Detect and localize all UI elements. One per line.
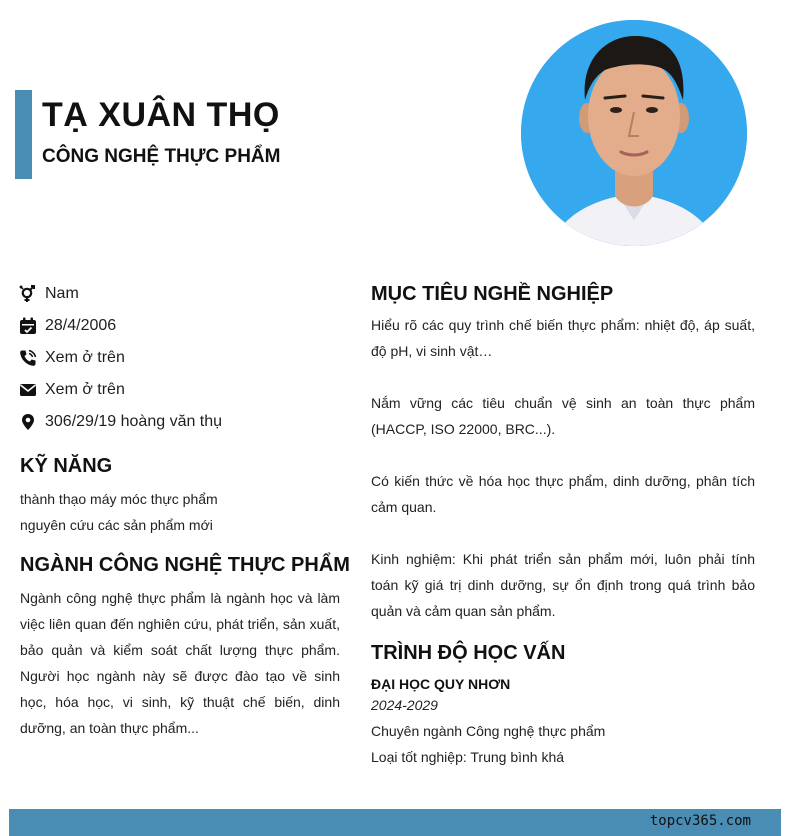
education-title: TRÌNH ĐỘ HỌC VẤN xyxy=(371,642,566,664)
skills-title: KỸ NĂNG xyxy=(20,455,113,477)
contact-gender xyxy=(19,278,222,310)
industry-text: Ngành công nghệ thực phẩm là ngành học và làm việc liên quan đến nghiên cứu, phát triển, sản xuất, bảo quản và kiểm soát chất lượng thực phẩm. Người học ngành này sẽ được đào tạo về sinh học, hóa học, vi sinh, kỹ thuật chế biến, dinh dưỡng, an toàn thực phẩm... xyxy=(20,590,340,736)
avatar xyxy=(521,20,747,246)
objective-paragraph: Kinh nghiệm: Khi phát triển sản phẩm mới, luôn phải tính toán kỹ giá trị dinh dưỡng, sự ổn định trong quá trình bảo quản và cảm quan sản phẩm. xyxy=(371,551,755,619)
location-icon xyxy=(19,413,37,431)
contact-phone xyxy=(19,342,222,374)
contact-email-text: Xem ở trên xyxy=(45,381,125,398)
objective-title: MỤC TIÊU NGHỀ NGHIỆP xyxy=(371,283,614,305)
contact-address xyxy=(19,406,222,438)
calendar-icon xyxy=(19,317,37,335)
education-major: Chuyên ngành Công nghệ thực phẩm xyxy=(371,723,606,739)
contact-birthday xyxy=(19,310,222,342)
objective-paragraph: Nắm vững các tiêu chuẩn vệ sinh an toàn thực phẩm (HACCP, ISO 22000, BRC...). xyxy=(371,395,755,437)
industry-section xyxy=(20,585,340,741)
contact-list xyxy=(19,278,222,438)
email-icon xyxy=(19,381,37,399)
candidate-name: TẠ XUÂN THỌ xyxy=(42,96,280,134)
education-grade: Loại tốt nghiệp: Trung bình khá xyxy=(371,749,565,765)
footer-site: topcv365.com xyxy=(649,813,751,829)
education-section xyxy=(371,674,755,770)
contact-email xyxy=(19,374,222,406)
industry-title: NGÀNH CÔNG NGHỆ THỰC PHẨM xyxy=(20,554,350,576)
contact-address-text: 306/29/19 hoàng văn thụ xyxy=(45,413,223,430)
skill-item: nguyên cứu các sản phẩm mới xyxy=(20,517,213,533)
phone-icon xyxy=(19,349,37,367)
footer-bar xyxy=(9,809,781,836)
gender-icon xyxy=(19,285,37,303)
header-accent-bar xyxy=(15,90,32,179)
skills-list xyxy=(20,486,340,538)
contact-gender-text: Nam xyxy=(45,285,79,302)
contact-birthday-text: 28/4/2006 xyxy=(45,317,117,334)
contact-phone-text: Xem ở trên xyxy=(45,349,125,366)
skill-item: thành thạo máy móc thực phẩm xyxy=(20,491,218,507)
objective-section xyxy=(371,312,755,624)
job-title: CÔNG NGHỆ THỰC PHẨM xyxy=(42,146,281,167)
objective-paragraph: Có kiến thức về hóa học thực phẩm, dinh dưỡng, phân tích cảm quan. xyxy=(371,473,755,515)
objective-paragraph: Hiểu rõ các quy trình chế biến thực phẩm: nhiệt độ, áp suất, độ pH, vi sinh vật… xyxy=(371,317,755,359)
education-period: 2024-2029 xyxy=(371,697,438,713)
education-school: ĐẠI HỌC QUY NHƠN xyxy=(371,676,511,692)
